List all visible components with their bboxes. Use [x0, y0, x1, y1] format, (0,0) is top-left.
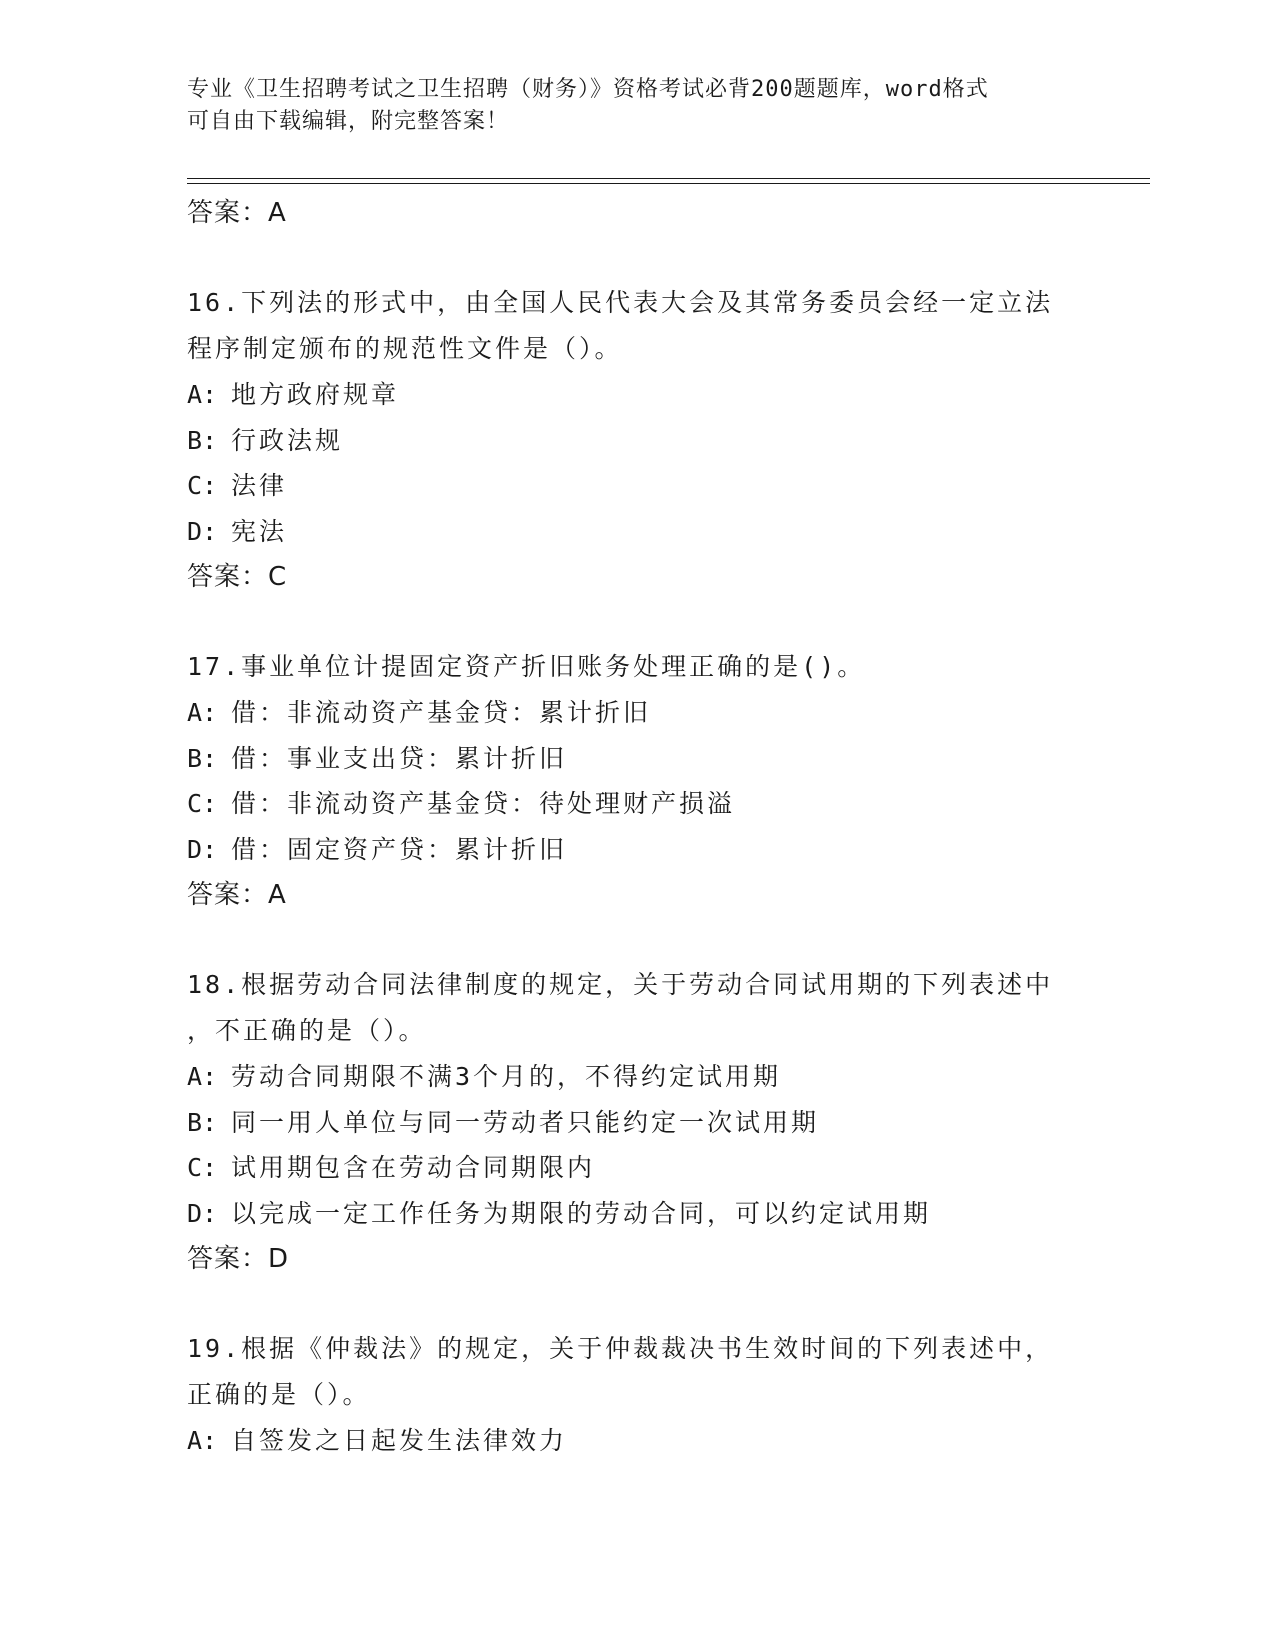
option-c — [187, 1145, 1087, 1191]
option-text: 宪法 — [231, 516, 288, 546]
option-text: 试用期包含在劳动合同期限内 — [231, 1153, 596, 1182]
option-text: 借：事业支出贷：累计折旧 — [231, 743, 568, 773]
option-a — [187, 690, 1087, 736]
option-key: C: — [187, 1153, 218, 1182]
stem-line: 16.下列法的形式中，由全国人民代表大会及其常务委员会经一定立法 — [187, 288, 1054, 317]
option-c — [187, 463, 1087, 509]
header-line-1: 专业《卫生招聘考试之卫生招聘（财务）》资格考试必背200题题库，word格式 — [187, 77, 989, 102]
option-text: 借：固定资产贷：累计折旧 — [231, 834, 568, 864]
stem-line: 19.根据《仲裁法》的规定，关于仲裁裁决书生效时间的下列表述中， — [187, 1334, 1054, 1363]
option-a — [187, 372, 1087, 418]
option-key: C: — [187, 471, 218, 500]
option-key: D: — [187, 516, 218, 546]
answer-line: 答案：A — [187, 198, 287, 228]
answer-line: 答案：D — [187, 1244, 290, 1274]
question-stem — [187, 1326, 1087, 1418]
option-key: A: — [187, 380, 218, 409]
question-19 — [187, 1326, 1087, 1464]
option-key: D: — [187, 1198, 218, 1228]
option-c — [187, 781, 1087, 827]
question-stem — [187, 962, 1087, 1054]
option-text: 借：非流动资产基金贷：累计折旧 — [231, 698, 652, 727]
header-rule-top — [187, 178, 1150, 179]
option-key: A: — [187, 1062, 218, 1091]
option-text: 法律 — [231, 471, 288, 500]
option-d — [187, 1191, 1087, 1237]
option-text: 自签发之日起发生法律效力 — [231, 1426, 568, 1455]
question-stem — [187, 644, 1087, 690]
option-text: 以完成一定工作任务为期限的劳动合同，可以约定试用期 — [231, 1198, 932, 1228]
stem-line: ，不正确的是（）。 — [187, 1016, 427, 1045]
stem-line: 程序制定颁布的规范性文件是（）。 — [187, 334, 623, 363]
option-key: A: — [187, 698, 218, 727]
answer-line: 答案：C — [187, 562, 288, 592]
option-text: 同一用人单位与同一劳动者只能约定一次试用期 — [231, 1107, 820, 1137]
option-key: A: — [187, 1426, 218, 1455]
option-d — [187, 827, 1087, 873]
option-a — [187, 1418, 1087, 1464]
option-text: 劳动合同期限不满3个月的，不得约定试用期 — [231, 1062, 782, 1091]
option-text: 地方政府规章 — [231, 380, 400, 409]
question-16 — [187, 280, 1087, 600]
header-line-2: 可自由下载编辑，附完整答案！ — [187, 109, 510, 134]
question-17 — [187, 644, 1087, 918]
option-b — [187, 736, 1087, 782]
option-text: 行政法规 — [231, 425, 344, 455]
option-b — [187, 1100, 1087, 1146]
option-key: B: — [187, 743, 218, 773]
option-b — [187, 418, 1087, 464]
question-18 — [187, 962, 1087, 1282]
header-rule-bottom — [187, 183, 1150, 184]
option-d — [187, 509, 1087, 555]
stem-line: 18.根据劳动合同法律制度的规定，关于劳动合同试用期的下列表述中 — [187, 970, 1054, 999]
option-a — [187, 1054, 1087, 1100]
option-text: 借：非流动资产基金贷：待处理财产损溢 — [231, 789, 736, 818]
option-key: B: — [187, 1107, 218, 1137]
stem-line: 17.事业单位计提固定资产折旧账务处理正确的是()。 — [187, 652, 866, 681]
answer-line: 答案：A — [187, 880, 287, 910]
option-key: D: — [187, 834, 218, 864]
stem-line: 正确的是（）。 — [187, 1380, 371, 1409]
question-list — [187, 190, 1087, 1464]
question-stem — [187, 280, 1087, 372]
option-key: B: — [187, 425, 218, 455]
option-key: C: — [187, 789, 218, 818]
document-header — [187, 74, 1067, 138]
